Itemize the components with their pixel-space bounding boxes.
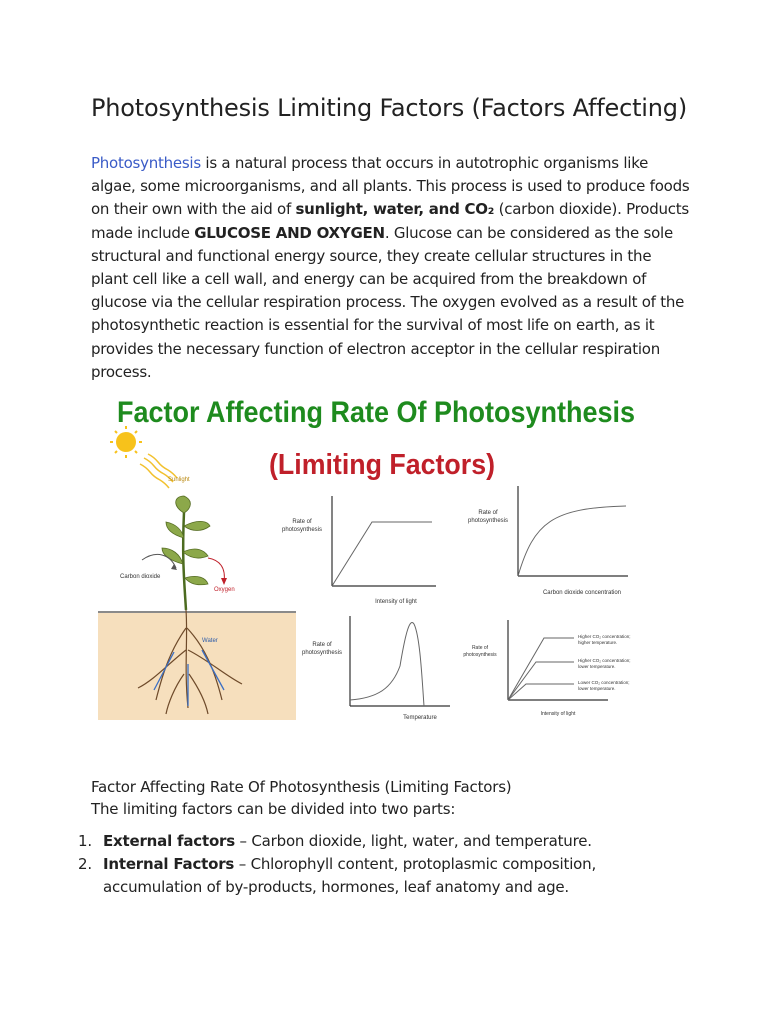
plant-illustration bbox=[98, 426, 296, 720]
graph-co2-concentration bbox=[468, 486, 628, 596]
graph2-ylabel-1: Rate of bbox=[478, 510, 498, 516]
figure-title-line2: (Limiting Factors) bbox=[269, 449, 495, 481]
factors-list bbox=[78, 830, 698, 899]
graph2-xlabel: Carbon dioxide concentration bbox=[542, 590, 622, 596]
caption-line-1: Factor Affecting Rate Of Photosynthesis (Limiting Factors) bbox=[91, 778, 512, 796]
co2-label: Carbon dioxide bbox=[120, 574, 161, 580]
sun-icon bbox=[110, 426, 142, 458]
graph4-line2-a: Higher CO₂ concentration; bbox=[578, 658, 631, 663]
graph4-ylabel-2: photosynthesis bbox=[463, 652, 497, 658]
list-item bbox=[78, 830, 698, 853]
plant-leaves bbox=[162, 496, 210, 585]
graph4-line3-a: Lower CO₂ concentration; bbox=[578, 680, 630, 685]
photosynthesis-link[interactable]: Photosynthesis bbox=[91, 154, 201, 172]
oxygen-label: Oxygen bbox=[214, 587, 235, 593]
page-title: Photosynthesis Limiting Factors (Factors Affecting) bbox=[91, 94, 687, 122]
graph1-ylabel-2: photosynthesis bbox=[281, 527, 323, 533]
figure-title-line1: Factor Affecting Rate Of Photosynthesis bbox=[117, 396, 635, 429]
graph4-xlabel: Intensity of light bbox=[540, 711, 576, 717]
water-label: Water bbox=[202, 638, 218, 644]
list-item bbox=[78, 853, 698, 899]
graph3-xlabel: Temperature bbox=[403, 715, 437, 721]
intro-bold-inputs: sunlight, water, and CO₂ bbox=[295, 200, 495, 219]
graph-temperature bbox=[302, 616, 450, 721]
factor-description: – Chlorophyll content, protoplasmic composition, accumulation of by-products, hormones, leaf anatomy and age. bbox=[103, 855, 597, 896]
figure-caption bbox=[91, 776, 691, 820]
intro-paragraph bbox=[91, 152, 691, 384]
graph4-line3-b: lower temperature. bbox=[578, 686, 616, 691]
graph1-ylabel-1: Rate of bbox=[292, 519, 312, 525]
graph4-line1-b: higher temperature. bbox=[578, 640, 618, 645]
graph4-line1-a: Higher CO₂ concentration; bbox=[578, 634, 631, 639]
figure-svg bbox=[96, 388, 656, 728]
graph3-ylabel-2: photosynthesis bbox=[301, 650, 343, 656]
list-number: 2. bbox=[78, 855, 92, 873]
limiting-factors-figure bbox=[96, 388, 656, 728]
factor-name: External factors bbox=[103, 832, 235, 850]
factor-name: Internal Factors bbox=[103, 855, 235, 873]
sunlight-label: Sunlight bbox=[168, 477, 190, 483]
list-number: 1. bbox=[78, 832, 92, 850]
soil-block bbox=[98, 612, 296, 720]
graph4-line2-b: lower temperature. bbox=[578, 664, 616, 669]
graph2-ylabel-2: photosynthesis bbox=[467, 518, 509, 524]
graph-light-intensity bbox=[282, 496, 436, 605]
intro-text-1: is a natural process that occurs in autotrophic organisms like algae, some microorganisms, and all plants. This process is used to produce foods on their own with the aid of bbox=[91, 154, 690, 219]
graph4-ylabel-1: Rate of bbox=[471, 645, 489, 651]
intro-text-2: (carbon dioxide). Products made include bbox=[91, 200, 689, 242]
graph1-xlabel: Intensity of light bbox=[375, 599, 417, 605]
graph-light-conditions bbox=[463, 620, 630, 717]
factor-description: – Carbon dioxide, light, water, and temperature. bbox=[234, 832, 592, 850]
graph3-ylabel-1: Rate of bbox=[312, 642, 332, 648]
intro-bold-products: GLUCOSE AND OXYGEN bbox=[194, 223, 385, 242]
intro-text-3: . Glucose can be considered as the sole structural and functional energy source, they create cellular structures in the plant cell like a cell wall, and energy can be acquired from the breakdown of glucose via the cellular respiration process. The oxygen evolved as a result of the photosynthetic reaction is essential for the survival of most life on earth, as it provides the necessary function of electron acceptor in the cellular respiration process. bbox=[91, 223, 685, 381]
caption-line-2: The limiting factors can be divided into two parts: bbox=[91, 800, 456, 818]
